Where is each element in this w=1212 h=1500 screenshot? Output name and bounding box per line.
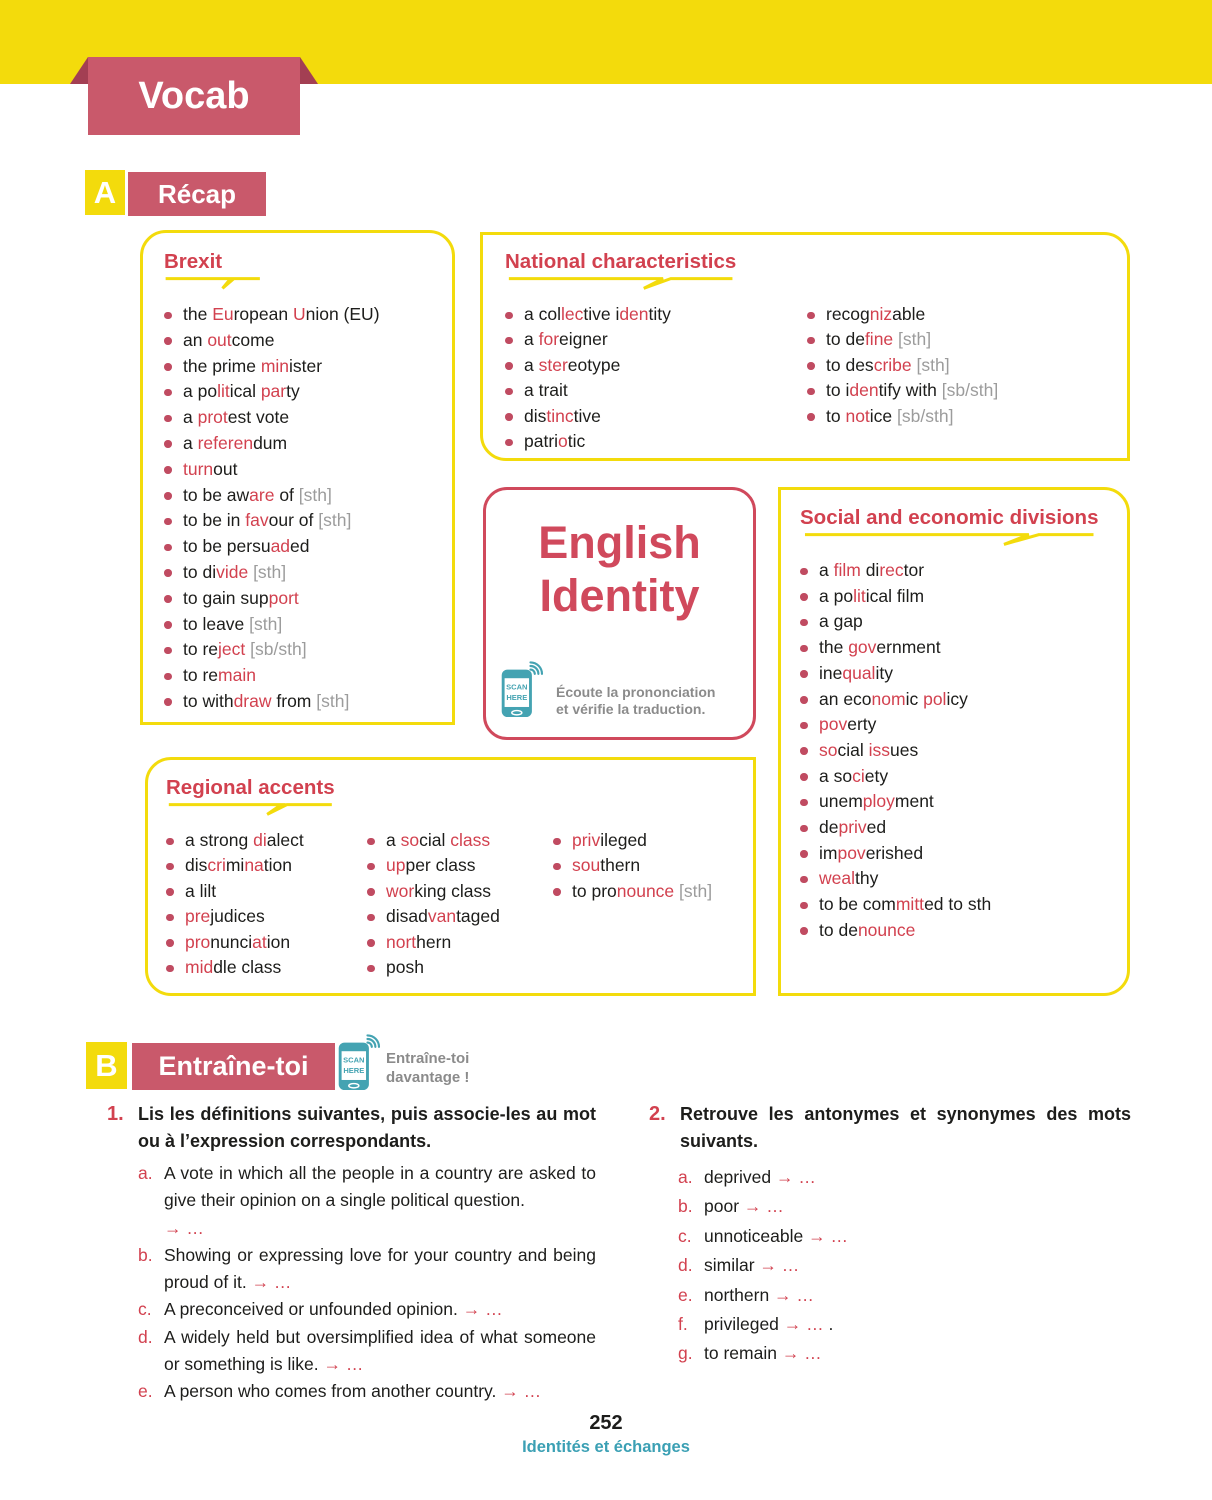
exercise-item-letter: a. [138,1163,153,1183]
vocab-item: to denounce [800,918,1115,944]
bullet-icon [164,440,172,448]
bullet-icon [367,914,375,922]
vocab-item: northern [367,930,553,955]
vocab-item: impoverished [800,841,1115,867]
exercise-2-title: Retrouve les antonymes et synonymes des mots suivants. [680,1104,1131,1151]
title-underline-tail [800,533,1098,546]
bullet-icon [164,415,172,423]
bullet-icon [505,362,513,370]
bullet-icon [367,965,375,973]
exercise-item-text: A widely held but oversimplified idea of what someone or something is like. → … [164,1326,596,1375]
exercise-item-letter: g. [678,1343,693,1364]
bullet-icon [807,413,815,421]
exercise-item-text: A vote in which all the people in a country are asked to give their opinion on a single political question. → … [164,1163,596,1238]
bullet-icon [505,312,513,320]
scan-caption: Écoute la prononciation et vérifie la traduction. [556,684,716,717]
exercise-item-letter: d. [138,1326,153,1347]
vocab-item: to remain [164,663,436,689]
vocab-item: to divide [sth] [164,560,436,586]
scan-here-icon [338,1028,384,1096]
bullet-icon [553,838,561,846]
bullet-icon [166,914,174,922]
vocab-item: a foreigner [505,327,807,352]
bullet-icon [800,670,808,678]
exercise-item [678,1222,1131,1251]
vocab-item: a collective identity [505,302,807,327]
bullet-icon [505,413,513,421]
exercise-item-letter: f. [678,1314,688,1335]
title-underline-tail [505,277,736,290]
exercise-item-letter: e. [138,1381,153,1402]
vocab-item: the prime minister [164,354,436,380]
exercise-item [678,1281,1131,1310]
bullet-icon [505,337,513,345]
vocab-item: an economic policy [800,687,1115,713]
regional-list-col1 [166,828,367,980]
recap-ribbon [128,172,266,216]
exercise-item [678,1310,1131,1339]
bullet-icon [807,362,815,370]
brexit-box [140,230,455,725]
vocab-item: a protest vote [164,405,436,431]
unit-title: English Identity [538,517,701,621]
bullet-icon [800,773,808,781]
vocab-item: inequality [800,661,1115,687]
exercise-2-number: 2. [649,1103,666,1125]
vocab-item: a social class [367,828,553,853]
bullet-icon [800,696,808,704]
social-list [800,558,1115,944]
vocab-item: southern [553,853,737,878]
regional-list-col2 [367,828,553,980]
vocab-item: distinctive [505,404,807,429]
bullet-icon [800,825,808,833]
vocab-item: a political party [164,379,436,405]
bullet-icon [807,337,815,345]
bullet-icon [164,544,172,552]
vocab-item: to pronounce [sth] [553,879,737,904]
vocab-item: to define [sth] [807,327,1111,352]
svg-text:SCAN: SCAN [506,682,528,692]
exercise-item [678,1163,1131,1192]
bullet-icon [807,312,815,320]
exercise-1-title: Lis les définitions suivantes, puis associe-les au mot ou à l’expression correspondants. [138,1104,596,1151]
national-box-title: National characteristics [505,250,736,290]
bullet-icon [166,939,174,947]
exercise-item-letter: c. [138,1299,152,1320]
vocab-item: wealthy [800,866,1115,892]
bullet-icon [166,838,174,846]
regional-accents-box [145,757,756,996]
vocab-item: patriotic [505,429,807,454]
bullet-icon [800,876,808,884]
vocab-item: a lilt [166,879,367,904]
exercise-item [138,1296,596,1323]
exercise-item-text: deprived → … [704,1167,816,1187]
vocab-item: to withdraw from [sth] [164,689,436,715]
vocab-item: prejudices [166,904,367,929]
scan-row [501,655,715,723]
vocab-item: a gap [800,609,1115,635]
exercise-item-letter: d. [678,1255,693,1276]
vocab-item: recognizable [807,302,1111,327]
vocab-item: to identify with [sb/sth] [807,378,1111,403]
bullet-icon [164,698,172,706]
exercise-item-text: A person who comes from another country. → … [164,1381,542,1402]
bullet-icon [367,863,375,871]
scan-here-icon [501,655,547,723]
exercise-item-letter: a. [678,1167,693,1187]
vocab-item: poverty [800,712,1115,738]
bullet-icon [164,621,172,629]
bullet-icon [800,927,808,935]
vocab-item: upper class [367,853,553,878]
entraine-toi-ribbon [132,1043,335,1090]
exercise-1-number: 1. [107,1103,124,1125]
vocab-item: turnout [164,457,436,483]
exercise-item [138,1242,596,1297]
vocab-item: to notice [sb/sth] [807,404,1111,429]
bullet-icon [367,888,375,896]
bullet-icon [800,799,808,807]
regional-box-title: Regional accents [166,776,335,816]
bullet-icon [164,647,172,655]
vocab-item: the government [800,635,1115,661]
svg-text:HERE: HERE [343,1065,365,1075]
exercise-item-letter: c. [678,1225,692,1246]
exercise-item [678,1339,1131,1368]
national-characteristics-box [480,232,1130,461]
bullet-icon [800,568,808,576]
page-title: Vocab [138,74,250,117]
section-a-letter: A [93,174,117,210]
bullet-icon [164,363,172,371]
bullet-icon [800,722,808,730]
exercise-item-letter: b. [138,1244,153,1265]
exercise-item-text: northern → … [704,1284,814,1305]
exercise-item-text: privileged → … . [704,1314,834,1335]
entraine-toi-label: Entraîne-toi [158,1051,309,1081]
bullet-icon [800,902,808,910]
bullet-icon [800,747,808,755]
exercise-item [138,1378,596,1405]
vocab-item: privileged [553,828,737,853]
national-list-col1 [505,302,807,454]
vocab-item: to be aware of [sth] [164,483,436,509]
exercise-item [138,1324,596,1379]
vocab-item: to leave [sth] [164,612,436,638]
bullet-icon [800,850,808,858]
exercise-item-text: unnoticeable → … [704,1225,848,1246]
national-list-col2 [807,302,1111,454]
vocab-item: the European Union (EU) [164,302,436,328]
exercise-1-items [107,1160,596,1406]
bullet-icon [505,439,513,447]
bullet-icon [166,965,174,973]
vocab-item: a trait [505,378,807,403]
bullet-icon [553,863,561,871]
vocab-item: an outcome [164,328,436,354]
vocab-item: to reject [sb/sth] [164,637,436,663]
vocab-item: a strong dialect [166,828,367,853]
vocab-item: disadvantaged [367,904,553,929]
scan-caption-b: Entraîne-toi davantage ! [386,1050,470,1086]
vocab-item: middle class [166,955,367,980]
social-divisions-box [778,487,1130,996]
bullet-icon [800,593,808,601]
vocab-item: discrimination [166,853,367,878]
bullet-icon [164,569,172,577]
exercise-item-text: A preconceived or unfounded opinion. → … [164,1299,503,1320]
bullet-icon [505,388,513,396]
theme-label: Identités et échanges [522,1438,690,1456]
vocab-item: to gain support [164,586,436,612]
exercise-item [678,1192,1131,1221]
exercise-item-text: to remain → … [704,1343,822,1364]
bullet-icon [164,466,172,474]
vocab-item: to be committed to sth [800,892,1115,918]
page-number: 252 [589,1412,623,1434]
vocab-item: a society [800,764,1115,790]
section-b-letter: B [95,1047,118,1083]
svg-text:SCAN: SCAN [343,1055,365,1065]
vocab-item: social issues [800,738,1115,764]
social-box-title: Social and economic divisions [800,506,1098,546]
vocab-item: posh [367,955,553,980]
exercise-1 [107,1101,596,1406]
vocab-ribbon [88,57,300,135]
bullet-icon [367,939,375,947]
exercise-item-text: Showing or expressing love for your country and being proud of it. → … [164,1244,596,1293]
vocab-item: a referendum [164,431,436,457]
regional-list-col3 [553,828,737,980]
title-underline-tail [164,277,262,290]
bullet-icon [164,518,172,526]
vocab-item: pronunciation [166,930,367,955]
bullet-icon [800,645,808,653]
vocab-item: a stereotype [505,353,807,378]
section-a-marker [85,170,125,215]
bullet-icon [166,863,174,871]
bullet-icon [553,888,561,896]
vocab-item: to describe [sth] [807,353,1111,378]
bullet-icon [164,337,172,345]
brexit-list [164,302,436,715]
vocab-item: a film director [800,558,1115,584]
svg-text:HERE: HERE [506,692,528,702]
title-underline-tail [166,803,335,816]
exercise-item-letter: b. [678,1196,693,1217]
bullet-icon [800,619,808,627]
bullet-icon [164,673,172,681]
bullet-icon [164,595,172,603]
vocab-item: to be persuaded [164,534,436,560]
exercise-item-text: similar → … [704,1255,800,1276]
vocab-item: deprived [800,815,1115,841]
bullet-icon [807,388,815,396]
vocab-item: unemployment [800,789,1115,815]
bullet-icon [164,312,172,320]
bullet-icon [367,838,375,846]
exercise-item-text: poor → … [704,1196,784,1217]
exercise-2-items [649,1163,1131,1369]
bullet-icon [164,389,172,397]
bullet-icon [166,888,174,896]
recap-label: Récap [157,178,237,209]
exercise-2 [649,1101,1131,1369]
english-identity-box [483,487,756,740]
vocab-item: to be in favour of [sth] [164,508,436,534]
exercise-item [138,1160,596,1242]
bullet-icon [164,492,172,500]
vocab-item: working class [367,879,553,904]
exercise-item [678,1251,1131,1280]
brexit-box-title: Brexit [164,250,262,290]
vocab-item: a political film [800,584,1115,610]
exercise-item-letter: e. [678,1284,693,1305]
section-b-marker [86,1042,127,1089]
